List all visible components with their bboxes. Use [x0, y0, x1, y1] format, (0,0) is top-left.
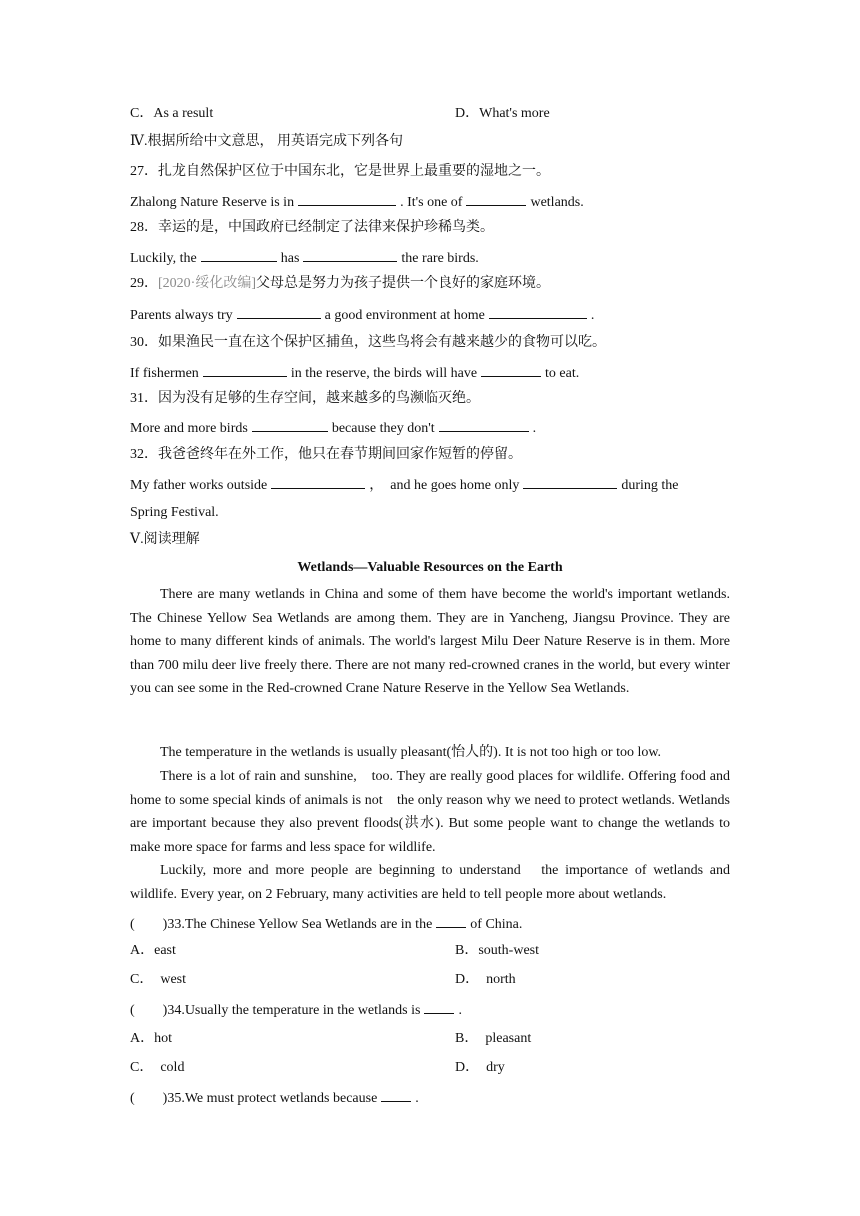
passage-title: Wetlands—Valuable Resources on the Earth: [297, 560, 563, 575]
q35-stem: ( )35.We must protect wetlands because .: [130, 1087, 419, 1109]
q27-blank-2[interactable]: [466, 191, 526, 206]
q31-english: More and more birds because they don't .: [130, 417, 536, 439]
q28-english: Luckily, the has the rare birds.: [130, 247, 479, 269]
option-c-as-a-result: C．As a result: [130, 106, 214, 121]
q29-blank-1[interactable]: [237, 304, 321, 319]
q28-blank-1[interactable]: [201, 247, 277, 262]
q30-blank-2[interactable]: [481, 362, 541, 377]
passage-paragraph-1: There are many wetlands in China and some of them have become the world's important wetlands. The Chinese Yellow Sea Wetlands are among them. They are in Yancheng, Jiangsu Province. They are home to many different kinds of animals. The world's largest Milu Deer Nature Reserve is in them. More than 700 milu deer live freely there. There are not many red-crowned cranes in the world, but every winter you can see some in the Red-crowned Crane Nature Reserve in the Yellow Sea Wetlands.: [130, 587, 730, 696]
q33-option-b[interactable]: B．south-west: [455, 943, 539, 958]
q29-english: Parents always try a good environment at home .: [130, 304, 594, 326]
q33-blank: [436, 913, 466, 928]
q28-chinese: 28．幸运的是，中国政府已经制定了法律来保护珍稀鸟类。: [130, 220, 494, 235]
q27-blank-1[interactable]: [298, 191, 396, 206]
q27-english: Zhalong Nature Reserve is in . It's one of wetlands.: [130, 191, 584, 213]
q32-english-cont: Spring Festival.: [130, 505, 219, 520]
passage-paragraph-4: Luckily, more and more people are beginning to understand the importance of wetlands and wildlife. Every year, on 2 February, many activities are held to tell people more about wetlands.: [130, 863, 730, 902]
q30-blank-1[interactable]: [203, 362, 287, 377]
q30-chinese: 30．如果渔民一直在这个保护区捕鱼，这些鸟将会有越来越少的食物可以吃。: [130, 335, 606, 350]
section-5-heading: Ⅴ.阅读理解: [130, 532, 200, 547]
passage-paragraph-2: The temperature in the wetlands is usually pleasant(怡人的). It is not too high or too low.: [160, 745, 662, 760]
q27-chinese: 27．扎龙自然保护区位于中国东北，它是世界上最重要的湿地之一。: [130, 164, 550, 179]
q29-blank-2[interactable]: [489, 304, 587, 319]
q35-blank: [381, 1087, 411, 1102]
q32-english: My father works outside ， and he goes home only during the: [130, 474, 679, 496]
q30-english: If fishermen in the reserve, the birds will have to eat.: [130, 362, 579, 384]
section-4-heading: Ⅳ.根据所给中文意思， 用英语完成下列各句: [130, 134, 403, 149]
q33-option-c[interactable]: C． west: [130, 972, 186, 987]
q32-chinese: 32．我爸爸终年在外工作，他只在春节期间回家作短暂的停留。: [130, 447, 522, 462]
q33-stem: ( )33.The Chinese Yellow Sea Wetlands are in the of China.: [130, 913, 522, 935]
q33-option-d[interactable]: D． north: [455, 972, 516, 987]
q29-chinese: 29．[2020·绥化改编]父母总是努力为孩子提供一个良好的家庭环境。: [130, 276, 550, 291]
q32-blank-1[interactable]: [271, 474, 365, 489]
q34-stem: ( )34.Usually the temperature in the wetlands is .: [130, 999, 462, 1021]
passage-paragraph-3: There is a lot of rain and sunshine, too. They are really good places for wildlife. Offering food and home to some special kinds of animals is not the only reason why we need to protect wetlands. Wetlands are important because they also prevent floods(洪水). But some people want to change the wetlands to make more space for farms and less space for wildlife.: [130, 769, 730, 855]
q29-source: [2020·绥化改编]: [158, 276, 256, 291]
q34-option-a[interactable]: A．hot: [130, 1031, 172, 1046]
q31-blank-1[interactable]: [252, 417, 328, 432]
q34-option-b[interactable]: B． pleasant: [455, 1031, 532, 1046]
q34-option-d[interactable]: D． dry: [455, 1060, 505, 1075]
q32-blank-2[interactable]: [523, 474, 617, 489]
option-d-whats-more: D．What's more: [455, 106, 550, 121]
q31-blank-2[interactable]: [439, 417, 529, 432]
q34-blank: [424, 999, 454, 1014]
q34-option-c[interactable]: C． cold: [130, 1060, 185, 1075]
q33-option-a[interactable]: A．east: [130, 943, 176, 958]
q31-chinese: 31．因为没有足够的生存空间，越来越多的鸟濒临灭绝。: [130, 391, 480, 406]
q28-blank-2[interactable]: [303, 247, 397, 262]
